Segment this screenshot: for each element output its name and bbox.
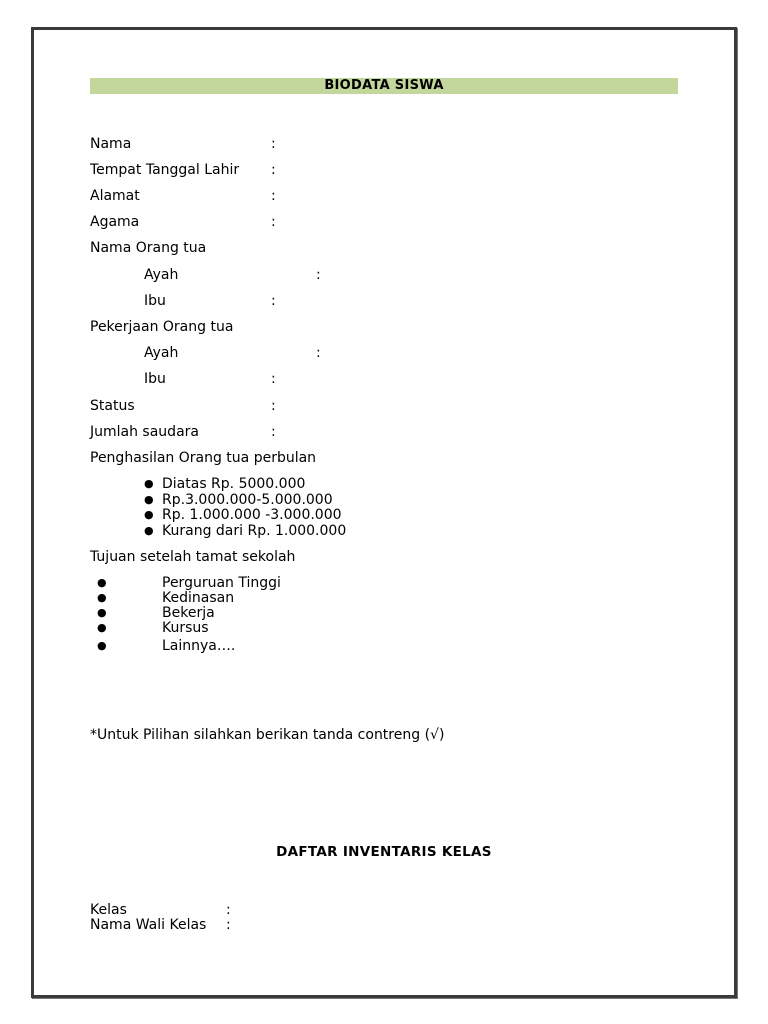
penghasilan-option: Kurang dari Rp. 1.000.000 [162, 523, 347, 539]
label-alamat: Alamat [90, 188, 140, 204]
bullet-icon: ● [97, 576, 107, 589]
label-nama-ortu: Nama Orang tua [90, 240, 207, 256]
tujuan-option: Perguruan Tinggi [162, 575, 281, 591]
title-bar [90, 78, 678, 94]
bullet-icon: ● [97, 621, 107, 634]
label-agama: Agama [90, 214, 140, 230]
page-title: BIODATA SISWA [324, 78, 444, 93]
colon-ibu-nama: : [271, 293, 276, 309]
colon-ibu-pekerjaan: : [271, 371, 276, 387]
tujuan-option: Kedinasan [162, 590, 235, 606]
colon-status: : [271, 398, 276, 414]
tujuan-option: Lainnya…. [162, 638, 236, 654]
bullet-icon: ● [144, 524, 154, 537]
bullet-icon: ● [97, 639, 107, 652]
label-kelas: Kelas [90, 902, 127, 918]
colon-ttl: : [271, 162, 276, 178]
colon-kelas: : [226, 902, 231, 918]
label-jumlah-saudara: Jumlah saudara [90, 424, 199, 440]
bullet-icon: ● [97, 591, 107, 604]
colon-wali-kelas: : [226, 917, 231, 933]
penghasilan-option: Rp. 1.000.000 -3.000.000 [162, 507, 342, 523]
colon-agama: : [271, 214, 276, 230]
bullet-icon: ● [144, 508, 154, 521]
bullet-icon: ● [97, 606, 107, 619]
label-pekerjaan-ortu: Pekerjaan Orang tua [90, 319, 234, 335]
label-ayah-nama: Ayah [144, 267, 179, 283]
penghasilan-option: Diatas Rp. 5000.000 [162, 476, 306, 492]
bullet-icon: ● [144, 477, 154, 490]
colon-ayah-nama: : [316, 267, 321, 283]
bullet-icon: ● [144, 493, 154, 506]
instruction-note: *Untuk Pilihan silahkan berikan tanda contreng (√) [90, 727, 445, 743]
label-ibu-nama: Ibu [144, 293, 166, 309]
penghasilan-option: Rp.3.000.000-5.000.000 [162, 492, 333, 508]
colon-alamat: : [271, 188, 276, 204]
tujuan-option: Bekerja [162, 605, 215, 621]
label-status: Status [90, 398, 135, 414]
tujuan-heading: Tujuan setelah tamat sekolah [90, 549, 296, 565]
penghasilan-heading: Penghasilan Orang tua perbulan [90, 450, 317, 466]
colon-nama: : [271, 136, 276, 152]
colon-jumlah-saudara: : [271, 424, 276, 440]
label-ayah-pekerjaan: Ayah [144, 345, 179, 361]
label-wali-kelas: Nama Wali Kelas [90, 917, 207, 933]
colon-ayah-pekerjaan: : [316, 345, 321, 361]
inventaris-title: DAFTAR INVENTARIS KELAS [276, 844, 492, 860]
label-ibu-pekerjaan: Ibu [144, 371, 166, 387]
label-nama: Nama [90, 136, 132, 152]
tujuan-option: Kursus [162, 620, 209, 636]
label-ttl: Tempat Tanggal Lahir [90, 162, 240, 178]
